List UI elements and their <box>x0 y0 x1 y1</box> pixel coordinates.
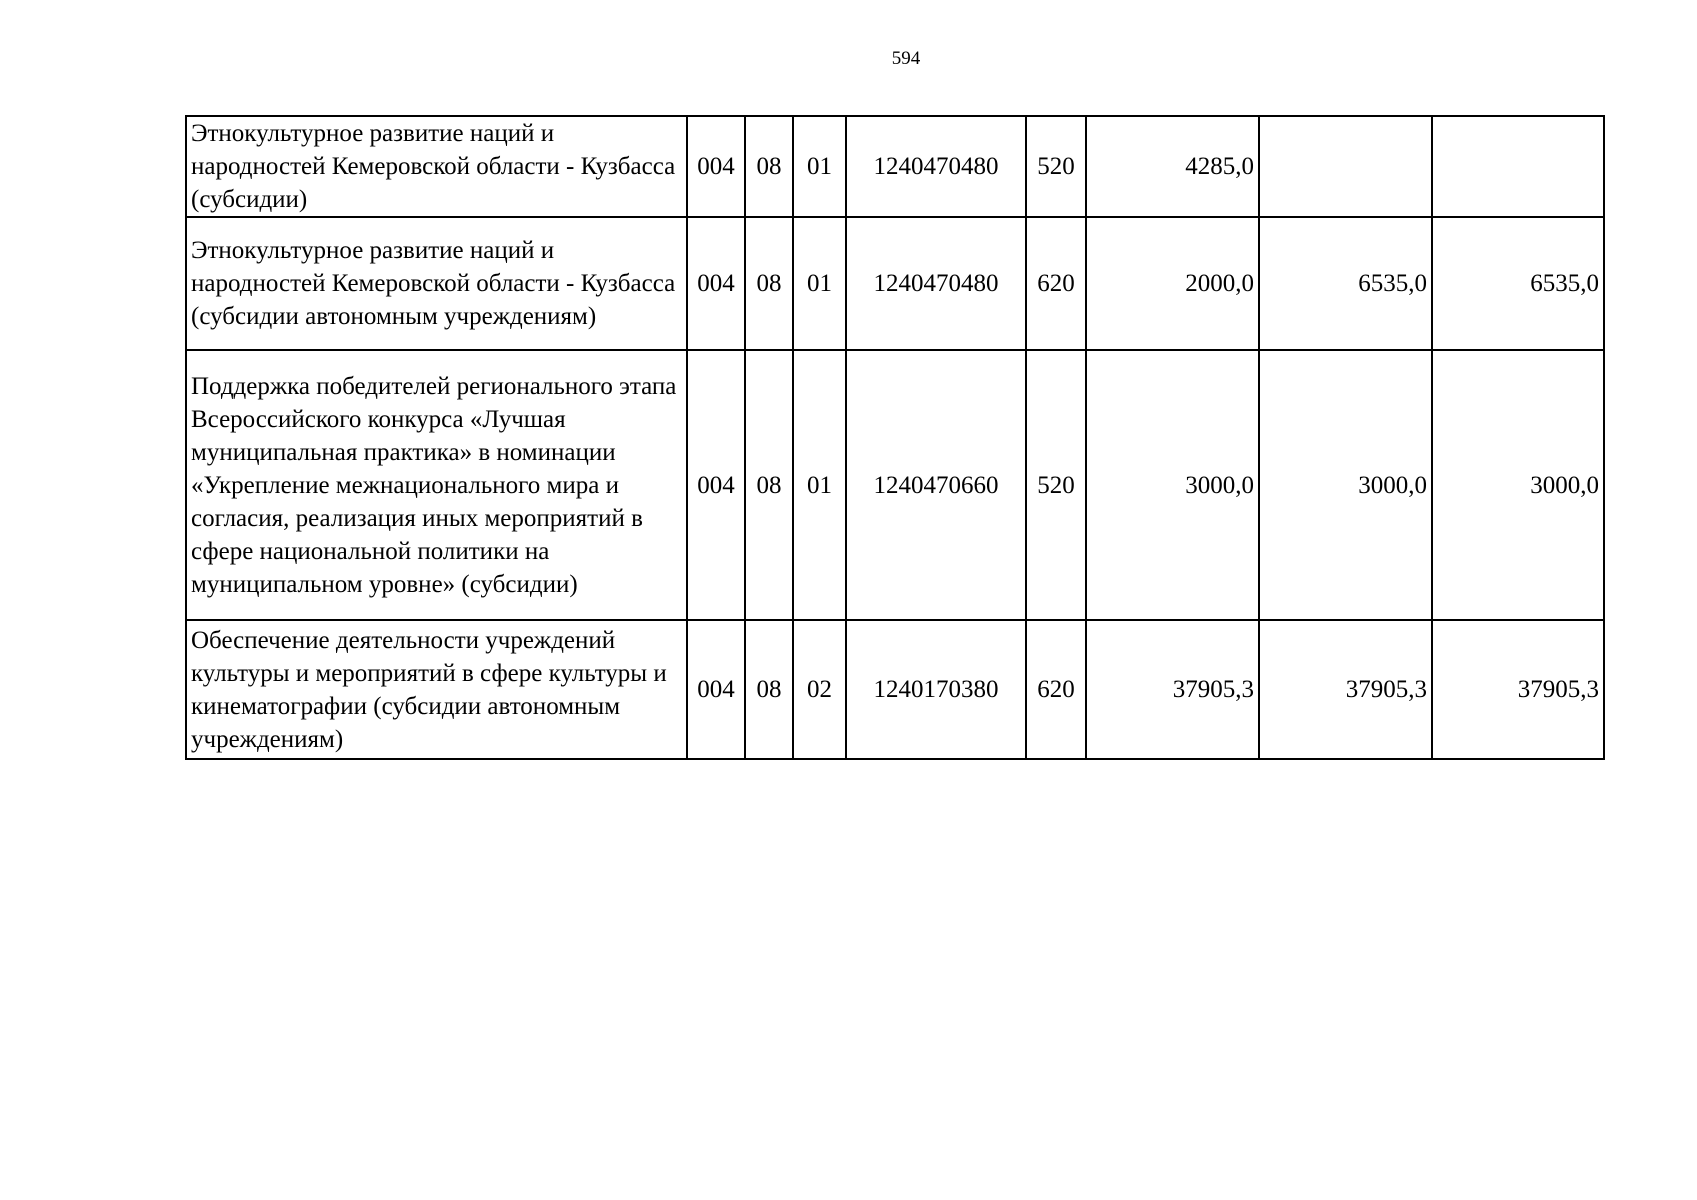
table-row <box>186 620 1604 759</box>
budget-table <box>185 115 1605 760</box>
sum-year-1: 3000,0 <box>1086 350 1259 620</box>
sum-year-3 <box>1432 116 1604 217</box>
table-row <box>186 350 1604 620</box>
row-name: Этнокультурное развитие наций и народностей Кемеровской области - Кузбасса (субсидии) <box>186 116 687 217</box>
ministry-code: 004 <box>687 620 745 759</box>
ministry-code: 004 <box>687 217 745 350</box>
subsection-code: 01 <box>793 350 846 620</box>
sum-year-2: 37905,3 <box>1259 620 1432 759</box>
sum-year-2: 3000,0 <box>1259 350 1432 620</box>
sum-year-3: 37905,3 <box>1432 620 1604 759</box>
subsection-code: 01 <box>793 217 846 350</box>
row-name: Этнокультурное развитие наций и народностей Кемеровской области - Кузбасса (субсидии автономным учреждениям) <box>186 217 687 350</box>
subsection-code: 02 <box>793 620 846 759</box>
expense-type: 520 <box>1026 350 1086 620</box>
expense-type: 520 <box>1026 116 1086 217</box>
section-code: 08 <box>745 217 793 350</box>
section-code: 08 <box>745 350 793 620</box>
section-code: 08 <box>745 116 793 217</box>
row-name: Обеспечение деятельности учреждений культуры и мероприятий в сфере культуры и кинематографии (субсидии автономным учреждениям) <box>186 620 687 759</box>
section-code: 08 <box>745 620 793 759</box>
sum-year-1: 4285,0 <box>1086 116 1259 217</box>
target-article: 1240170380 <box>846 620 1026 759</box>
ministry-code: 004 <box>687 116 745 217</box>
expense-type: 620 <box>1026 620 1086 759</box>
sum-year-3: 3000,0 <box>1432 350 1604 620</box>
target-article: 1240470480 <box>846 116 1026 217</box>
expense-type: 620 <box>1026 217 1086 350</box>
sum-year-3: 6535,0 <box>1432 217 1604 350</box>
sum-year-2 <box>1259 116 1432 217</box>
subsection-code: 01 <box>793 116 846 217</box>
page-number: 594 <box>891 48 921 69</box>
sum-year-1: 2000,0 <box>1086 217 1259 350</box>
row-name: Поддержка победителей регионального этапа Всероссийского конкурса «Лучшая муниципальная практика» в номинации «Укрепление межнационального мира и согласия, реализация иных мероприятий в сфере национальной политики на муниципальном уровне» (субсидии) <box>186 350 687 620</box>
target-article: 1240470660 <box>846 350 1026 620</box>
ministry-code: 004 <box>687 350 745 620</box>
sum-year-2: 6535,0 <box>1259 217 1432 350</box>
table-row <box>186 217 1604 350</box>
target-article: 1240470480 <box>846 217 1026 350</box>
table-row <box>186 116 1604 217</box>
sum-year-1: 37905,3 <box>1086 620 1259 759</box>
